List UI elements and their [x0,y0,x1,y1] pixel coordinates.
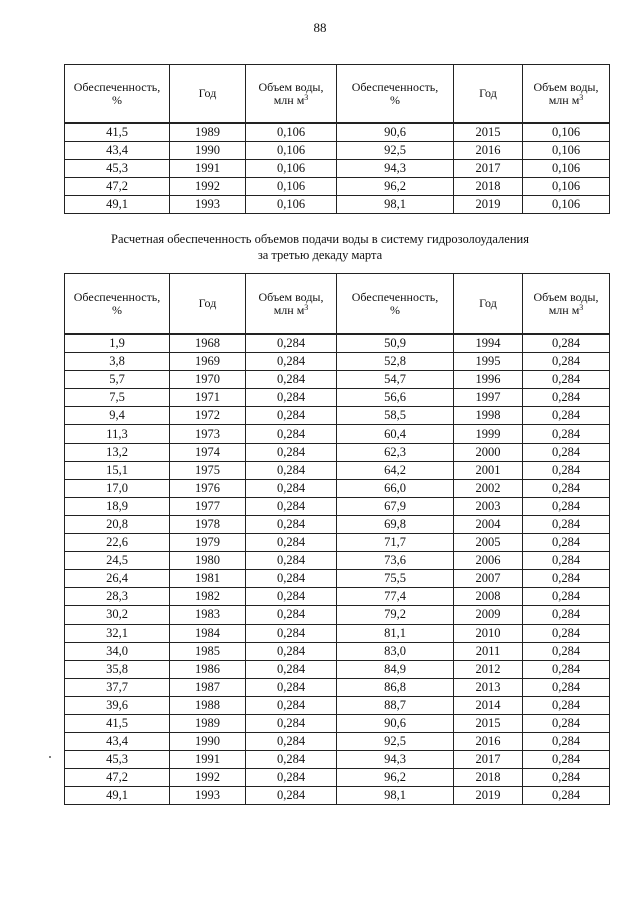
cell-volume: 0,284 [523,642,610,660]
cell-provision: 96,2 [337,769,454,787]
cell-volume: 0,284 [523,606,610,624]
cell-volume: 0,284 [523,552,610,570]
cell-provision: 67,9 [337,497,454,515]
cell-provision: 69,8 [337,515,454,533]
cell-volume: 0,284 [246,425,337,443]
cell-provision: 39,6 [65,696,170,714]
cell-volume: 0,284 [246,353,337,371]
cell-provision: 75,5 [337,570,454,588]
cell-provision: 71,7 [337,534,454,552]
header-volume: Объем воды, млн $м^3$ [523,274,610,335]
cell-year: 2011 [454,642,523,660]
cell-year: 2019 [454,787,523,805]
cell-year: 1993 [170,196,246,214]
table-row [65,443,610,461]
cell-year: 1986 [170,660,246,678]
cell-provision: 64,2 [337,461,454,479]
cell-volume: 0,106 [523,160,610,178]
table-row [65,714,610,732]
cell-provision: 66,0 [337,479,454,497]
table-row [65,660,610,678]
cell-year: 1969 [170,353,246,371]
cell-year: 1995 [454,353,523,371]
table-row [65,624,610,642]
cell-year: 2018 [454,769,523,787]
table-row [65,534,610,552]
cell-year: 1970 [170,371,246,389]
cell-year: 2009 [454,606,523,624]
table-row [65,787,610,805]
cell-volume: 0,284 [246,534,337,552]
cell-year: 2013 [454,678,523,696]
cell-year: 2008 [454,588,523,606]
cell-year: 1997 [454,389,523,407]
cell-volume: 0,284 [246,479,337,497]
cell-volume: 0,284 [246,660,337,678]
table-row [65,606,610,624]
cell-year: 1998 [454,407,523,425]
header-provision: Обеспеченность, % [65,274,170,335]
cell-volume: 0,284 [246,606,337,624]
caption-line-1: Расчетная обеспеченность объемов подачи воды в систему гидрозолоудаления [111,232,529,246]
cell-provision: 54,7 [337,371,454,389]
cell-year: 2016 [454,142,523,160]
cell-volume: 0,284 [246,389,337,407]
cell-year: 2010 [454,624,523,642]
table-row [65,334,610,353]
cell-provision: 43,4 [65,142,170,160]
cell-volume: 0,284 [523,353,610,371]
cell-provision: 77,4 [337,588,454,606]
cell-volume: 0,284 [246,371,337,389]
cell-provision: 34,0 [65,642,170,660]
cell-year: 1990 [170,142,246,160]
cell-volume: 0,284 [523,787,610,805]
cell-volume: 0,284 [246,552,337,570]
cell-provision: 94,3 [337,160,454,178]
cell-volume: 0,106 [523,142,610,160]
cell-provision: 83,0 [337,642,454,660]
cell-provision: 58,5 [337,407,454,425]
cell-volume: 0,284 [246,751,337,769]
cell-provision: 32,1 [65,624,170,642]
cell-volume: 0,284 [246,714,337,732]
cell-year: 1977 [170,497,246,515]
cell-provision: 41,5 [65,714,170,732]
page-number: 88 [313,20,327,35]
cell-provision: 9,4 [65,407,170,425]
cell-provision: 22,6 [65,534,170,552]
table-row [65,588,610,606]
table-row [65,696,610,714]
cell-volume: 0,284 [246,642,337,660]
cell-year: 1991 [170,751,246,769]
cell-year: 1992 [170,178,246,196]
table-row [65,461,610,479]
caption-line-2: за третью декаду марта [257,248,383,262]
cell-volume: 0,284 [246,334,337,353]
header-provision: Обеспеченность, % [337,274,454,335]
cell-provision: 86,8 [337,678,454,696]
cell-volume: 0,284 [246,769,337,787]
header-volume: Объем воды, млн $м^3$ [246,274,337,335]
cell-year: 1981 [170,570,246,588]
cell-year: 1983 [170,606,246,624]
cell-provision: 96,2 [337,178,454,196]
cell-volume: 0,284 [523,588,610,606]
cell-year: 1978 [170,515,246,533]
cell-volume: 0,284 [523,660,610,678]
cell-volume: 0,284 [523,425,610,443]
cell-volume: 0,106 [523,123,610,142]
cell-year: 1984 [170,624,246,642]
cell-provision: 41,5 [65,123,170,142]
cell-volume: 0,106 [246,196,337,214]
table-bottom [64,273,610,805]
table-row [65,552,610,570]
cell-volume: 0,284 [246,678,337,696]
cell-provision: 98,1 [337,787,454,805]
cell-provision: 18,9 [65,497,170,515]
cell-year: 2012 [454,660,523,678]
cell-year: 1989 [170,714,246,732]
table-row [65,678,610,696]
cell-provision: 28,3 [65,588,170,606]
cell-volume: 0,284 [246,624,337,642]
table-row [65,642,610,660]
table-header-row [65,65,610,124]
cell-volume: 0,284 [246,570,337,588]
cell-year: 2017 [454,751,523,769]
cell-provision: 13,2 [65,443,170,461]
cell-provision: 35,8 [65,660,170,678]
table-top [64,64,610,214]
cell-year: 2019 [454,196,523,214]
cell-year: 1985 [170,642,246,660]
table-row [65,371,610,389]
scan-speck [49,756,51,758]
cell-year: 1974 [170,443,246,461]
cell-provision: 7,5 [65,389,170,407]
cell-volume: 0,284 [246,515,337,533]
cell-volume: 0,284 [523,371,610,389]
cell-volume: 0,284 [523,534,610,552]
cell-volume: 0,284 [523,407,610,425]
table-row [65,570,610,588]
cell-provision: 15,1 [65,461,170,479]
table-row [65,733,610,751]
cell-year: 1980 [170,552,246,570]
cell-provision: 60,4 [337,425,454,443]
table-row [65,769,610,787]
table-row [65,389,610,407]
cell-year: 1988 [170,696,246,714]
table-row [65,425,610,443]
cell-provision: 81,1 [337,624,454,642]
cell-volume: 0,284 [523,751,610,769]
cell-volume: 0,284 [246,787,337,805]
cell-volume: 0,284 [523,461,610,479]
table-row [65,751,610,769]
cell-year: 1994 [454,334,523,353]
cell-provision: 49,1 [65,196,170,214]
header-year: Год [170,274,246,335]
table-header-row [65,274,610,335]
cell-provision: 45,3 [65,751,170,769]
table-row [65,142,610,160]
cell-year: 1999 [454,425,523,443]
cell-volume: 0,284 [523,389,610,407]
header-year: Год [454,274,523,335]
header-year: Год [170,65,246,124]
cell-year: 2018 [454,178,523,196]
cell-provision: 47,2 [65,178,170,196]
cell-year: 2002 [454,479,523,497]
cell-provision: 30,2 [65,606,170,624]
cell-volume: 0,106 [246,123,337,142]
cell-provision: 1,9 [65,334,170,353]
cell-year: 2015 [454,123,523,142]
cell-volume: 0,284 [246,588,337,606]
cell-provision: 50,9 [337,334,454,353]
header-year: Год [454,65,523,124]
cell-provision: 84,9 [337,660,454,678]
cell-year: 1971 [170,389,246,407]
table-row [65,123,610,142]
cell-volume: 0,284 [523,696,610,714]
cell-year: 2003 [454,497,523,515]
cell-provision: 49,1 [65,787,170,805]
cell-provision: 90,6 [337,123,454,142]
cell-year: 2000 [454,443,523,461]
cell-provision: 92,5 [337,733,454,751]
cell-volume: 0,106 [523,178,610,196]
cell-provision: 94,3 [337,751,454,769]
table-row [65,407,610,425]
header-volume: Объем воды, млн $м^3$ [246,65,337,124]
cell-provision: 52,8 [337,353,454,371]
cell-provision: 26,4 [65,570,170,588]
cell-volume: 0,284 [523,334,610,353]
cell-provision: 37,7 [65,678,170,696]
cell-provision: 43,4 [65,733,170,751]
cell-year: 1996 [454,371,523,389]
table-row [65,160,610,178]
table-row [65,353,610,371]
cell-volume: 0,284 [246,461,337,479]
cell-volume: 0,106 [523,196,610,214]
cell-volume: 0,284 [523,570,610,588]
cell-year: 1991 [170,160,246,178]
cell-year: 1990 [170,733,246,751]
cell-provision: 62,3 [337,443,454,461]
cell-volume: 0,284 [523,678,610,696]
cell-volume: 0,284 [246,696,337,714]
cell-provision: 79,2 [337,606,454,624]
table-caption [60,231,580,263]
cell-year: 1975 [170,461,246,479]
table-row [65,497,610,515]
cell-volume: 0,284 [523,769,610,787]
cell-volume: 0,284 [523,515,610,533]
cell-volume: 0,106 [246,142,337,160]
cell-year: 1972 [170,407,246,425]
cell-year: 2014 [454,696,523,714]
cell-provision: 24,5 [65,552,170,570]
cell-volume: 0,284 [523,624,610,642]
cell-provision: 73,6 [337,552,454,570]
cell-year: 2004 [454,515,523,533]
cell-year: 1987 [170,678,246,696]
header-provision: Обеспеченность, % [337,65,454,124]
cell-volume: 0,106 [246,160,337,178]
cell-year: 2016 [454,733,523,751]
cell-year: 1976 [170,479,246,497]
cell-volume: 0,106 [246,178,337,196]
cell-volume: 0,284 [523,733,610,751]
cell-provision: 17,0 [65,479,170,497]
cell-provision: 90,6 [337,714,454,732]
header-provision: Обеспеченность, % [65,65,170,124]
cell-volume: 0,284 [523,443,610,461]
cell-volume: 0,284 [246,733,337,751]
cell-provision: 92,5 [337,142,454,160]
cell-year: 1973 [170,425,246,443]
cell-volume: 0,284 [246,407,337,425]
cell-year: 1992 [170,769,246,787]
cell-volume: 0,284 [523,479,610,497]
cell-provision: 56,6 [337,389,454,407]
cell-volume: 0,284 [523,714,610,732]
cell-year: 1989 [170,123,246,142]
cell-provision: 98,1 [337,196,454,214]
cell-provision: 88,7 [337,696,454,714]
cell-year: 2017 [454,160,523,178]
cell-provision: 11,3 [65,425,170,443]
cell-year: 1979 [170,534,246,552]
cell-year: 1968 [170,334,246,353]
cell-year: 2001 [454,461,523,479]
cell-year: 2005 [454,534,523,552]
cell-volume: 0,284 [246,497,337,515]
table-row [65,196,610,214]
table-row [65,178,610,196]
table-row [65,515,610,533]
header-volume: Объем воды, млн $м^3$ [523,65,610,124]
cell-provision: 47,2 [65,769,170,787]
table-row [65,479,610,497]
cell-provision: 5,7 [65,371,170,389]
cell-provision: 3,8 [65,353,170,371]
cell-year: 1993 [170,787,246,805]
cell-year: 1982 [170,588,246,606]
cell-year: 2006 [454,552,523,570]
cell-provision: 45,3 [65,160,170,178]
cell-year: 2015 [454,714,523,732]
cell-volume: 0,284 [523,497,610,515]
cell-volume: 0,284 [246,443,337,461]
cell-provision: 20,8 [65,515,170,533]
cell-year: 2007 [454,570,523,588]
